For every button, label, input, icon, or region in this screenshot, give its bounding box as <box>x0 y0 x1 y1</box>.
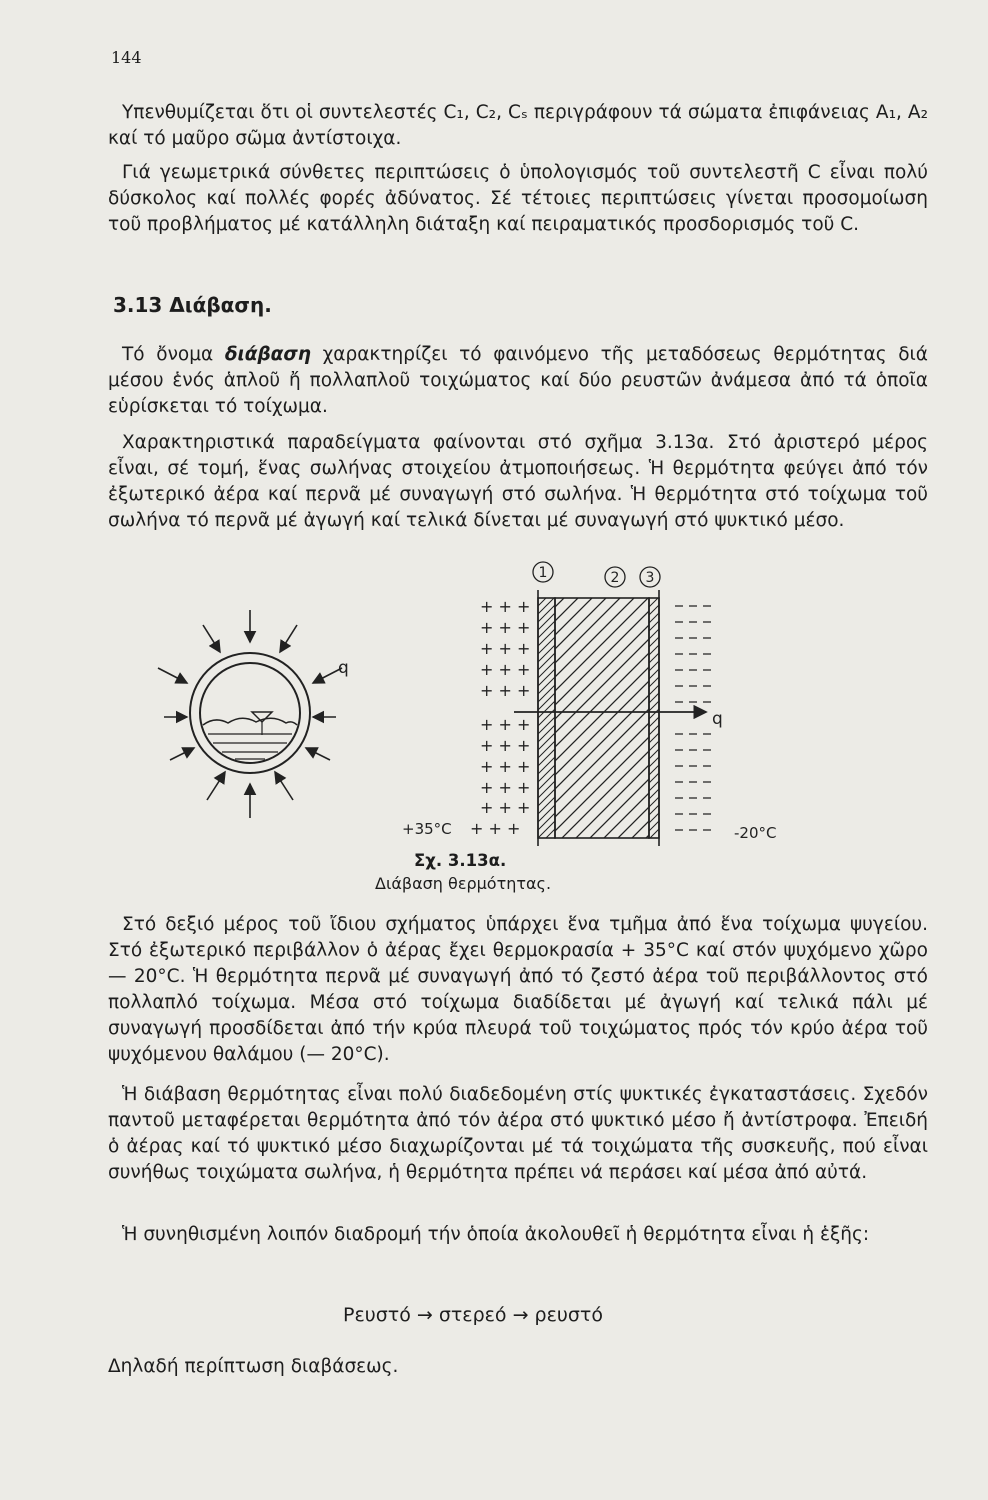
svg-text:+ + +: + + + <box>480 715 531 734</box>
heat-flow-arrows <box>158 610 342 818</box>
svg-text:+ + +: + + + <box>480 798 531 817</box>
hot-side-plus-signs <box>470 597 530 838</box>
svg-text:+ + +: + + + <box>480 736 531 755</box>
svg-text:+ + +: + + + <box>480 618 531 637</box>
section-heading: 3.13 Διάβαση. <box>113 293 272 317</box>
svg-text:+ + +: + + + <box>480 639 531 658</box>
wall-layer-markers <box>533 562 660 587</box>
section-paragraph-1-end: χαρακτηρίζει τό φαινόμενο τῆς μεταδόσεως θερμότητας διά μέσου ἑνός ἁπλοῦ ἤ πολλαπλοῦ τοιχώματος καί δύο ρευστῶν ἀνάμεσα ἀπό τά ὁποῖα εὑρίσκεται τό τοίχωμα. <box>108 344 928 417</box>
figure-caption: Διάβαση θερμότητας. <box>375 874 552 893</box>
intro-paragraph-1: Υπενθυμίζεται ὅτι οἱ συντελεστές C₁, C₂, Cₛ περιγράφουν τά σώματα ἐπιφάνειας A₁, A₂ καί τό μαῦρο σῶμα ἀντίστοιχα. <box>108 102 928 149</box>
section-paragraph-1-start: Τό ὄνομα <box>122 344 225 365</box>
pipe-heat-label: q <box>338 658 349 678</box>
hot-temperature: +35°C <box>402 820 452 838</box>
svg-text:+ + +: + + + <box>480 757 531 776</box>
page-number: 144 <box>111 48 142 67</box>
wall-heat-label: q <box>712 709 723 729</box>
body-paragraph-3: Ἡ συνηθισμένη λοιπόν διαδρομή τήν ὁποία ἀκολουθεῖ ἡ θερμότητα εἶναι ἡ ἑξῆς: <box>122 1224 870 1245</box>
heat-path-formula: Ρευστό → στερεό → ρευστό <box>343 1304 603 1326</box>
svg-text:+ + +: + + + <box>480 660 531 679</box>
intro-paragraph-2: Γιά γεωμετρικά σύνθετες περιπτώσεις ὁ ὑπολογισμός τοῦ συντελεστῆ C εἶναι πολύ δύσκολος καί πολλές φορές ἀδύνατος. Σέ τέτοιες περιπτώσεις γίνεται προσομοίωση τοῦ προβλήματος μέ κατάλληλη διάταξη καί πειραματικός προσδορισμός τοῦ C. <box>108 162 928 235</box>
marker-2: 2 <box>610 570 620 586</box>
cold-temperature: -20°C <box>734 824 777 842</box>
svg-text:+ + +: + + + <box>480 681 531 700</box>
cold-side-minus-signs <box>675 606 711 830</box>
section-paragraph-2: Χαρακτηριστικά παραδείγματα φαίνονται στό σχῆμα 3.13α. Στό ἀριστερό μέρος εἶναι, σέ τομή, ἕνας σωλήνας στοιχείου ἀτμοποιήσεως. Ἡ θερμότητα φεύγει ἀπό τόν ἐξωτερικό ἀέρα καί περνᾶ μέ συναγωγή στό σωλήνα. Ἡ θερμότητα στό τοίχωμα τοῦ σωλήνα τό περνᾶ μέ ἀγωγή καί τελικά δίνεται μέ συναγωγή στό ψυκτικό μέσο. <box>108 432 928 531</box>
term-diavasi: διάβαση <box>224 344 311 365</box>
body-paragraph-1: Στό δεξιό μέρος τοῦ ἴδιου σχήματος ὑπάρχει ἕνα τμῆμα ἀπό ἕνα τοίχωμα ψυγείου. Στό ἐξωτερικό περιβάλλον ὁ ἀέρας ἔχει θερμοκρασία + 35°C καί στόν ψυχόμενο χῶρο — 20°C. Ἡ θερμότητα περνᾶ μέ συναγωγή ἀπό τό ζεστό ἀέρα τοῦ περιβάλλοντος στό πολλαπλό τοίχωμα. Μέσα στό τοίχωμα διαδίδεται μέ ἀγωγή καί τελικά πάλι μέ συναγωγή προσδίδεται ἀπό τήν κρύα πλευρά τοῦ τοιχώματος πρός τόν κρύο ἀέρα τοῦ ψυχόμενου θαλάμου (— 20°C). <box>108 914 928 1065</box>
svg-text:+ + +: + + + <box>480 778 531 797</box>
marker-3: 3 <box>645 570 655 586</box>
figure-label: Σχ. 3.13α. <box>414 851 507 870</box>
svg-text:+ + +: + + + <box>480 597 531 616</box>
marker-1: 1 <box>538 565 548 581</box>
body-paragraph-2: Ἡ διάβαση θερμότητας εἶναι πολύ διαδεδομένη στίς ψυκτικές ἐγκαταστάσεις. Σχεδόν παντοῦ μεταφέρεται θερμότητα ἀπό τόν ἀέρα στό ψυκτικό μέσο ἤ ἀντίστροφα. Ἐπειδή ὁ ἀέρας καί τό ψυκτικό μέσο διαχωρίζονται μέ τά τοιχώματα τῆς συσκευῆς, πού εἶναι συνήθως τοιχώματα σωλήνα, ἡ θερμότητα πρέπει νά περάσει καί μέσα ἀπό αὐτά. <box>108 1084 928 1183</box>
body-paragraph-4: Δηλαδή περίπτωση διαβάσεως. <box>108 1356 399 1377</box>
pipe-cross-section <box>190 653 310 773</box>
wall-section <box>538 590 659 846</box>
svg-text:+ + +: + + + <box>470 819 521 838</box>
